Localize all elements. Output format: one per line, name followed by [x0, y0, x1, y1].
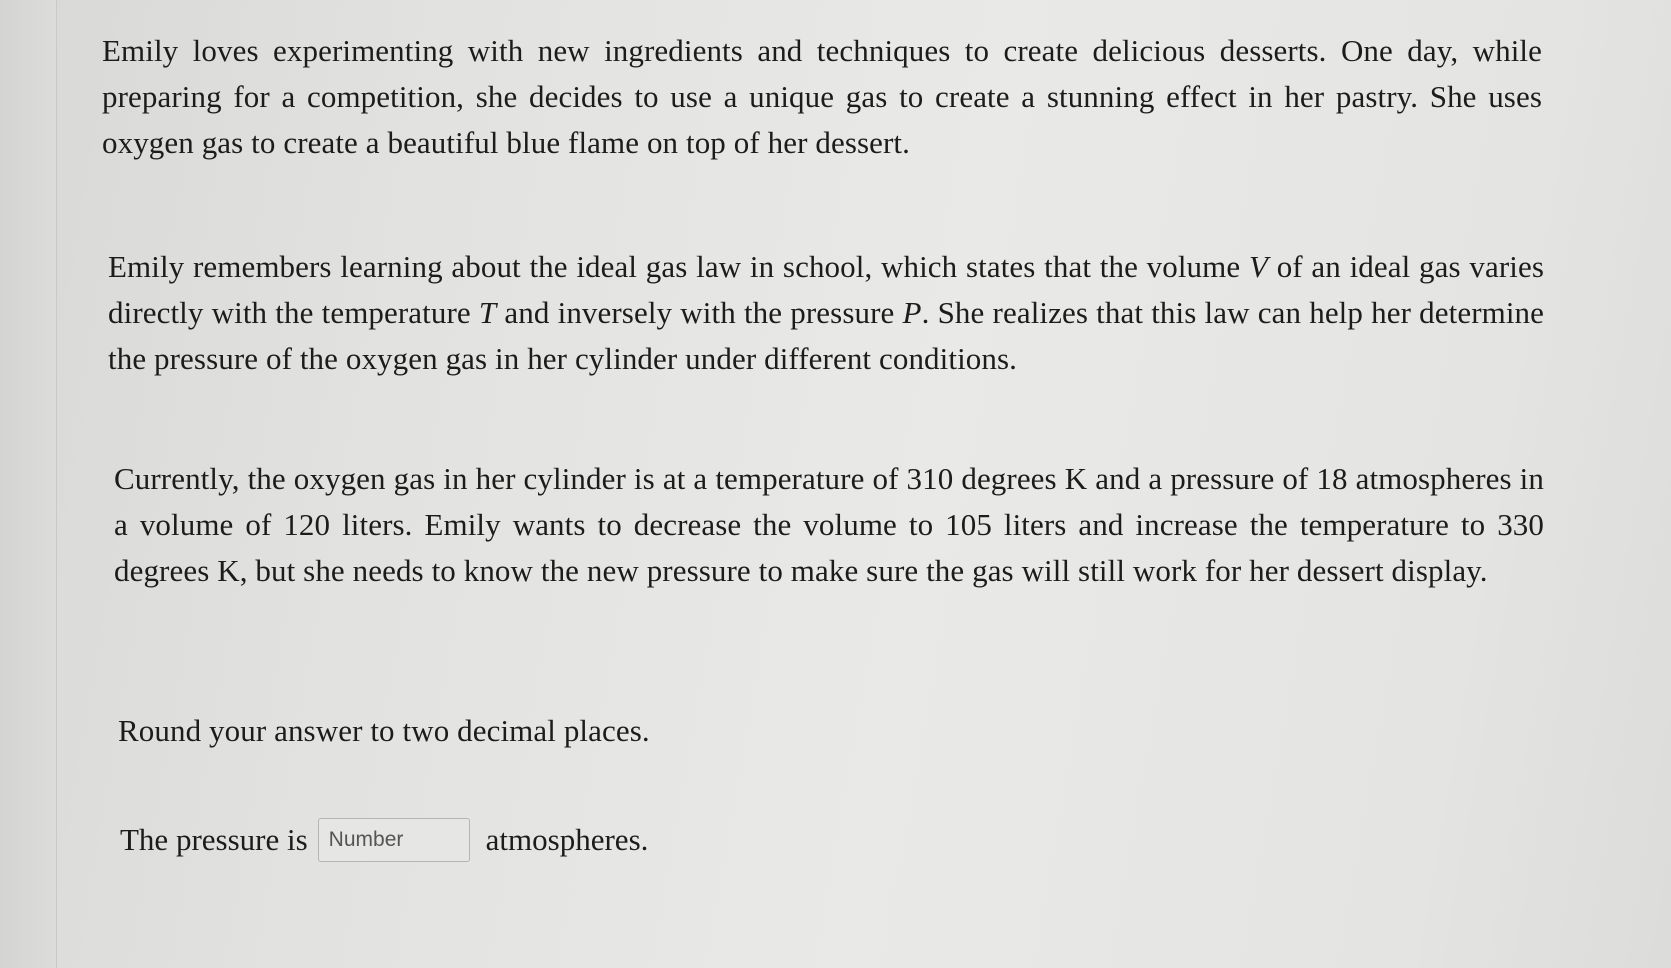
- gas-law-text-a: Emily remembers learning about the ideal gas law in school, which states that the volume: [108, 249, 1249, 284]
- gas-law-text-b: of an ideal gas varies directly with the temperature: [108, 249, 1544, 330]
- answer-unit: atmospheres.: [485, 822, 649, 857]
- pressure-answer-input[interactable]: [318, 818, 470, 862]
- variable-v: V: [1248, 249, 1268, 284]
- question-paragraph-intro: Emily loves experimenting with new ingredients and techniques to create delicious desserts. One day, while preparing for a competition, she decides to use a unique gas to create a stunning effect in her pastry. She uses oxygen gas to create a beautiful blue flame on top of her dessert.: [102, 33, 1542, 160]
- rounding-instruction: Round your answer to two decimal places.: [118, 713, 650, 748]
- gas-law-text-c: and inversely with the pressure: [496, 295, 903, 330]
- answer-row: [120, 818, 648, 862]
- question-paragraph-conditions: Currently, the oxygen gas in her cylinder is at a temperature of 310 degrees K and a pressure of 18 atmospheres in a volume of 120 liters. Emily wants to decrease the volume to 105 liters and increase the temperature to 330 degrees K, but she needs to know the new pressure to make sure the gas will still work for her dessert display.: [114, 461, 1544, 588]
- gas-law-text-d: . She realizes that this law can help her determine the pressure of the oxygen gas in her cylinder under different conditions.: [108, 295, 1545, 376]
- page-left-margin: [0, 0, 57, 968]
- answer-prefix: The pressure is: [120, 822, 308, 857]
- variable-t: T: [478, 295, 497, 330]
- question-paragraph-gas-law: [108, 244, 1544, 382]
- variable-p: P: [902, 295, 922, 330]
